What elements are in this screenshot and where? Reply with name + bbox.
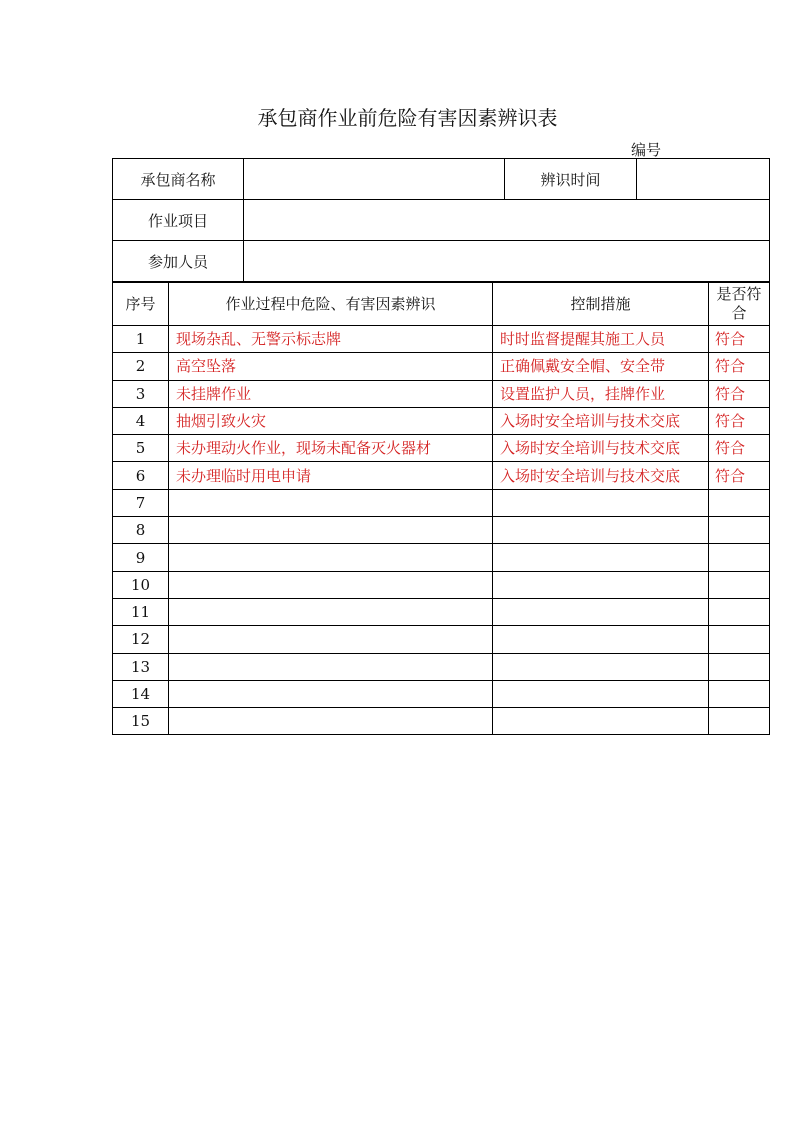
table-row [113, 626, 770, 653]
cell-control: 入场时安全培训与技术交底 [493, 435, 709, 462]
project-label: 作业项目 [113, 200, 244, 241]
cell-comply [709, 708, 770, 735]
table-row [113, 598, 770, 625]
cell-no: 13 [113, 653, 169, 680]
table-row [113, 489, 770, 516]
cell-hazard: 未办理临时用电申请 [169, 462, 493, 489]
cell-hazard [169, 680, 493, 707]
cell-control: 时时监督提醒其施工人员 [493, 326, 709, 353]
cell-hazard [169, 489, 493, 516]
cell-comply [709, 680, 770, 707]
cell-hazard [169, 544, 493, 571]
table-row [113, 407, 770, 434]
cell-comply: 符合 [709, 326, 770, 353]
people-label: 参加人员 [113, 241, 244, 282]
contractor-field[interactable] [244, 159, 505, 200]
cell-control [493, 653, 709, 680]
cell-comply [709, 517, 770, 544]
cell-no: 11 [113, 598, 169, 625]
cell-hazard [169, 571, 493, 598]
cell-hazard [169, 626, 493, 653]
cell-control [493, 517, 709, 544]
contractor-label: 承包商名称 [113, 159, 244, 200]
page-title: 承包商作业前危险有害因素辨识表 [257, 106, 558, 130]
cell-comply: 符合 [709, 435, 770, 462]
code-label: 编号 [631, 141, 662, 159]
cell-no: 6 [113, 462, 169, 489]
cell-no: 4 [113, 407, 169, 434]
cell-no: 7 [113, 489, 169, 516]
table-row [113, 462, 770, 489]
table-row [113, 544, 770, 571]
cell-no: 12 [113, 626, 169, 653]
cell-no: 9 [113, 544, 169, 571]
cell-comply: 符合 [709, 380, 770, 407]
cell-hazard: 高空坠落 [169, 353, 493, 380]
cell-no: 3 [113, 380, 169, 407]
cell-no: 15 [113, 708, 169, 735]
cell-hazard: 现场杂乱、无警示标志牌 [169, 326, 493, 353]
cell-control [493, 544, 709, 571]
table-row [113, 571, 770, 598]
table-row [113, 653, 770, 680]
table-row [113, 435, 770, 462]
cell-control [493, 598, 709, 625]
time-label: 辨识时间 [505, 159, 637, 200]
table-row [113, 380, 770, 407]
cell-control: 入场时安全培训与技术交底 [493, 462, 709, 489]
cell-comply [709, 598, 770, 625]
cell-hazard: 未挂牌作业 [169, 380, 493, 407]
table-row [113, 680, 770, 707]
cell-no: 8 [113, 517, 169, 544]
cell-hazard: 抽烟引致火灾 [169, 407, 493, 434]
header-hazard: 作业过程中危险、有害因素辨识 [169, 283, 493, 326]
cell-hazard [169, 517, 493, 544]
cell-control [493, 489, 709, 516]
project-field[interactable] [244, 200, 770, 241]
cell-control [493, 680, 709, 707]
cell-no: 5 [113, 435, 169, 462]
cell-comply: 符合 [709, 407, 770, 434]
cell-comply [709, 653, 770, 680]
table-row [113, 326, 770, 353]
header-comply: 是否符合 [709, 283, 770, 326]
people-field[interactable] [244, 241, 770, 282]
cell-control: 入场时安全培训与技术交底 [493, 407, 709, 434]
cell-comply: 符合 [709, 353, 770, 380]
cell-comply [709, 571, 770, 598]
cell-control [493, 708, 709, 735]
header-control: 控制措施 [493, 283, 709, 326]
cell-hazard [169, 598, 493, 625]
table-row [113, 353, 770, 380]
table-row [113, 708, 770, 735]
cell-comply [709, 626, 770, 653]
header-no: 序号 [113, 283, 169, 326]
cell-hazard: 未办理动火作业，现场未配备灭火器材 [169, 435, 493, 462]
cell-control [493, 571, 709, 598]
cell-comply [709, 489, 770, 516]
cell-no: 10 [113, 571, 169, 598]
cell-comply [709, 544, 770, 571]
cell-control [493, 626, 709, 653]
cell-hazard [169, 653, 493, 680]
cell-no: 14 [113, 680, 169, 707]
cell-no: 2 [113, 353, 169, 380]
cell-comply: 符合 [709, 462, 770, 489]
table-row [113, 517, 770, 544]
info-table [112, 158, 770, 282]
time-field[interactable] [637, 159, 770, 200]
cell-control: 正确佩戴安全帽、安全带 [493, 353, 709, 380]
cell-hazard [169, 708, 493, 735]
cell-control: 设置监护人员，挂牌作业 [493, 380, 709, 407]
hazard-table [112, 282, 770, 735]
cell-no: 1 [113, 326, 169, 353]
